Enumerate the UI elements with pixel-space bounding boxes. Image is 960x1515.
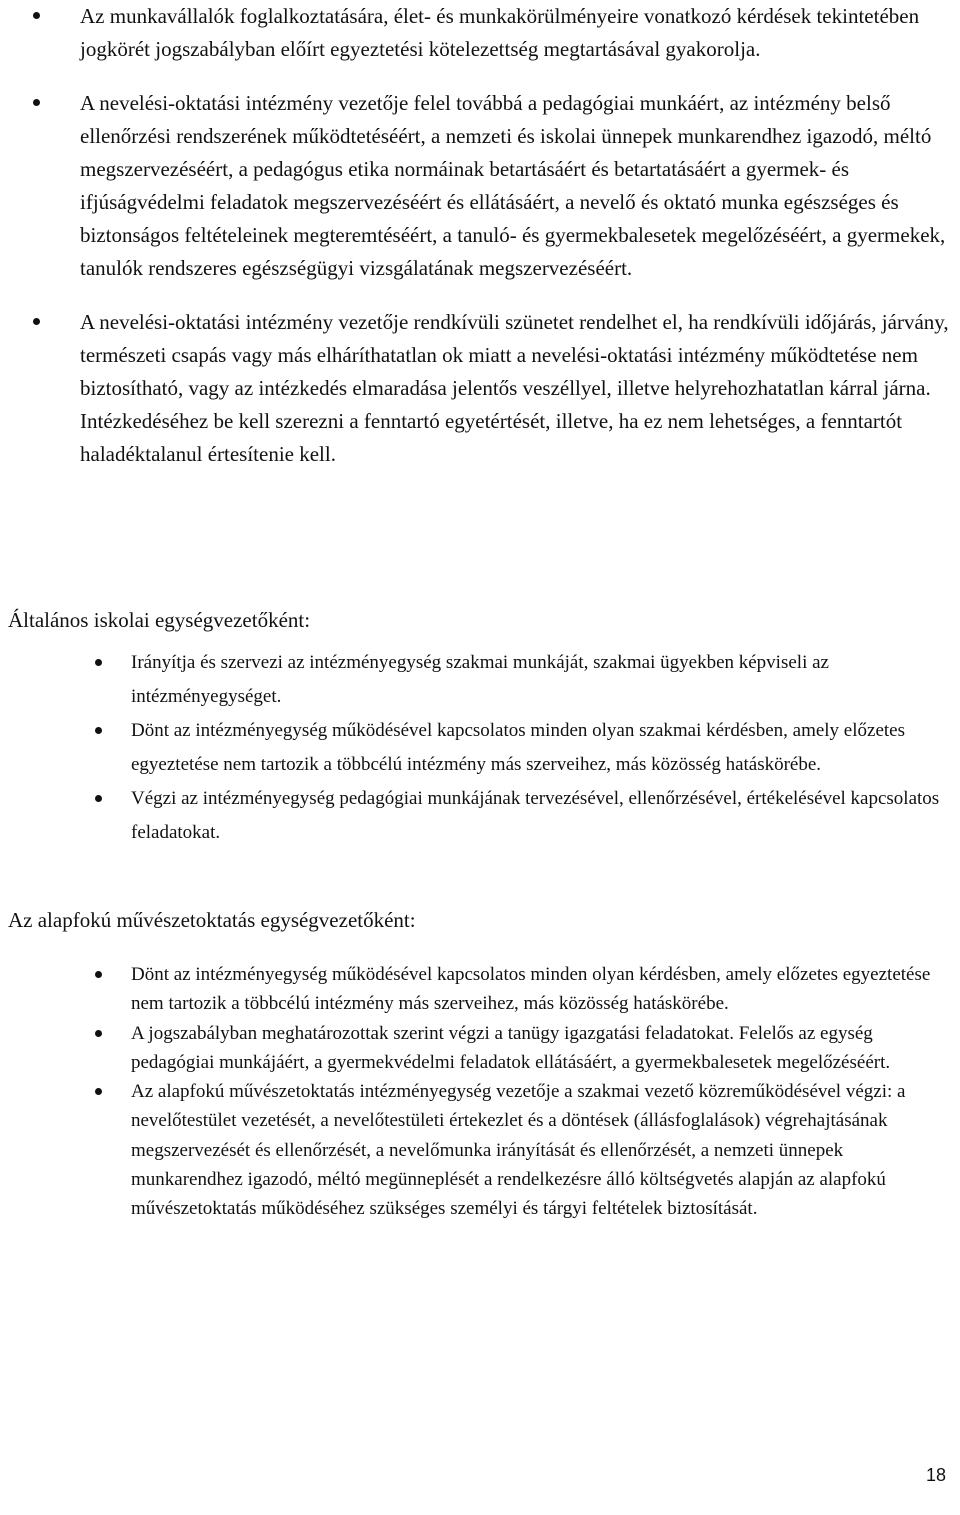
list-item-text: Az munkavállalók foglalkoztatására, élet- és munkakörülményeire vonatkozó kérdések tekintetében jogkörét jogszabályban előírt egyeztetési kötelezettség megtartásával gyakorolja. bbox=[80, 4, 920, 61]
bullet-icon bbox=[33, 12, 40, 19]
list-item-text: A nevelési-oktatási intézmény vezetője felel továbbá a pedagógiai munkáért, az intézmény belső ellenőrzési rendszerének működtetéséért, a nemzeti és iskolai ünnepek munkarendhez igazodó, méltó megszervezéséért, a pedagógus etika normáinak betartásáért és betartatásáért a gyermek- és ifjúságvédelmi feladatok megszervezéséért és ellátásáért, a nevelő és oktató munka egészséges és biztonságos feltételeinek megteremtéséért, a tanuló- és gyermekbalesetek megelőzéséért, a gyermekek, tanulók rendszeres egészségügyi vizsgálatának megszervezéséért. bbox=[80, 91, 946, 280]
list-item-text: Végzi az intézményegység pedagógiai munkájának tervezésével, ellenőrzésével, értékelésével kapcsolatos feladatokat. bbox=[131, 788, 940, 843]
bullet-icon bbox=[95, 727, 102, 734]
bullet-icon bbox=[33, 99, 40, 106]
list-item-text: Dönt az intézményegység működésével kapcsolatos minden olyan kérdésben, amely előzetes egyeztetése nem tartozik a többcélú intézmény más szerveihez, más közösség hatáskörébe. bbox=[131, 964, 931, 1015]
list-item bbox=[131, 960, 956, 1019]
list-item bbox=[131, 646, 956, 714]
list-item bbox=[131, 714, 956, 782]
bullet-icon bbox=[95, 1088, 102, 1095]
list-item bbox=[80, 306, 950, 471]
list-item-text: Az alapfokú művészetoktatás intézményegység vezetője a szakmai vezető közreműködésével végzi: a nevelőtestület vezetését, a nevelőtestületi értekezlet és a döntések (állásfoglalások) végrehajtásának megszervezését és ellenőrzését, a nevelőmunka irányítását és ellenőrzését, a nemzeti ünnepek munkarendhez igazodó, méltó megünneplését a rendelkezésre álló költségvetés alapján az alapfokú művészetoktatás működéséhez szükséges személyi és tárgyi feltételek biztosítását. bbox=[131, 1081, 906, 1220]
bullet-icon bbox=[95, 795, 102, 802]
bullet-list-top bbox=[80, 0, 950, 492]
bullet-icon bbox=[95, 659, 102, 666]
list-item-text: Irányítja és szervezi az intézményegység szakmai munkáját, szakmai ügyekben képviseli az intézményegységet. bbox=[131, 652, 829, 707]
section-heading-art: Az alapfokú művészetoktatás egységvezetőként: bbox=[8, 908, 416, 932]
bullet-icon bbox=[95, 971, 102, 978]
list-item-text: Dönt az intézményegység működésével kapcsolatos minden olyan szakmai kérdésben, amely előzetes egyeztetése nem tartozik a többcélú intézmény más szerveihez, más közösség hatáskörébe. bbox=[131, 720, 905, 775]
page-number: 18 bbox=[925, 1465, 946, 1485]
list-item bbox=[80, 0, 950, 66]
bullet-list-general bbox=[131, 646, 956, 850]
section-heading-general: Általános iskolai egységvezetőként: bbox=[8, 608, 311, 632]
list-item bbox=[131, 1019, 956, 1078]
list-item bbox=[80, 87, 950, 285]
bullet-icon bbox=[33, 318, 40, 325]
list-item-text: A nevelési-oktatási intézmény vezetője rendkívüli szünetet rendelhet el, ha rendkívüli időjárás, járvány, természeti csapás vagy más elháríthatatlan ok miatt a nevelési-oktatási intézmény működtetése nem biztosítható, vagy az intézkedés elmaradása jelentős veszéllyel, illetve helyrehozhatatlan kárral járna. Intézkedéséhez be kell szerezni a fenntartó egyetértését, illetve, ha ez nem lehetséges, a fenntartót haladéktalanul értesítenie kell. bbox=[80, 310, 949, 466]
bullet-icon bbox=[95, 1030, 102, 1037]
list-item bbox=[131, 1077, 956, 1223]
bullet-list-art bbox=[131, 960, 956, 1224]
list-item bbox=[131, 782, 956, 850]
list-item-text: A jogszabályban meghatározottak szerint végzi a tanügy igazgatási feladatokat. Felelős az egység pedagógiai munkájáért, a gyermekvédelmi feladatok ellátásáért, a gyermekbalesetek megelőzéséért. bbox=[131, 1022, 891, 1073]
